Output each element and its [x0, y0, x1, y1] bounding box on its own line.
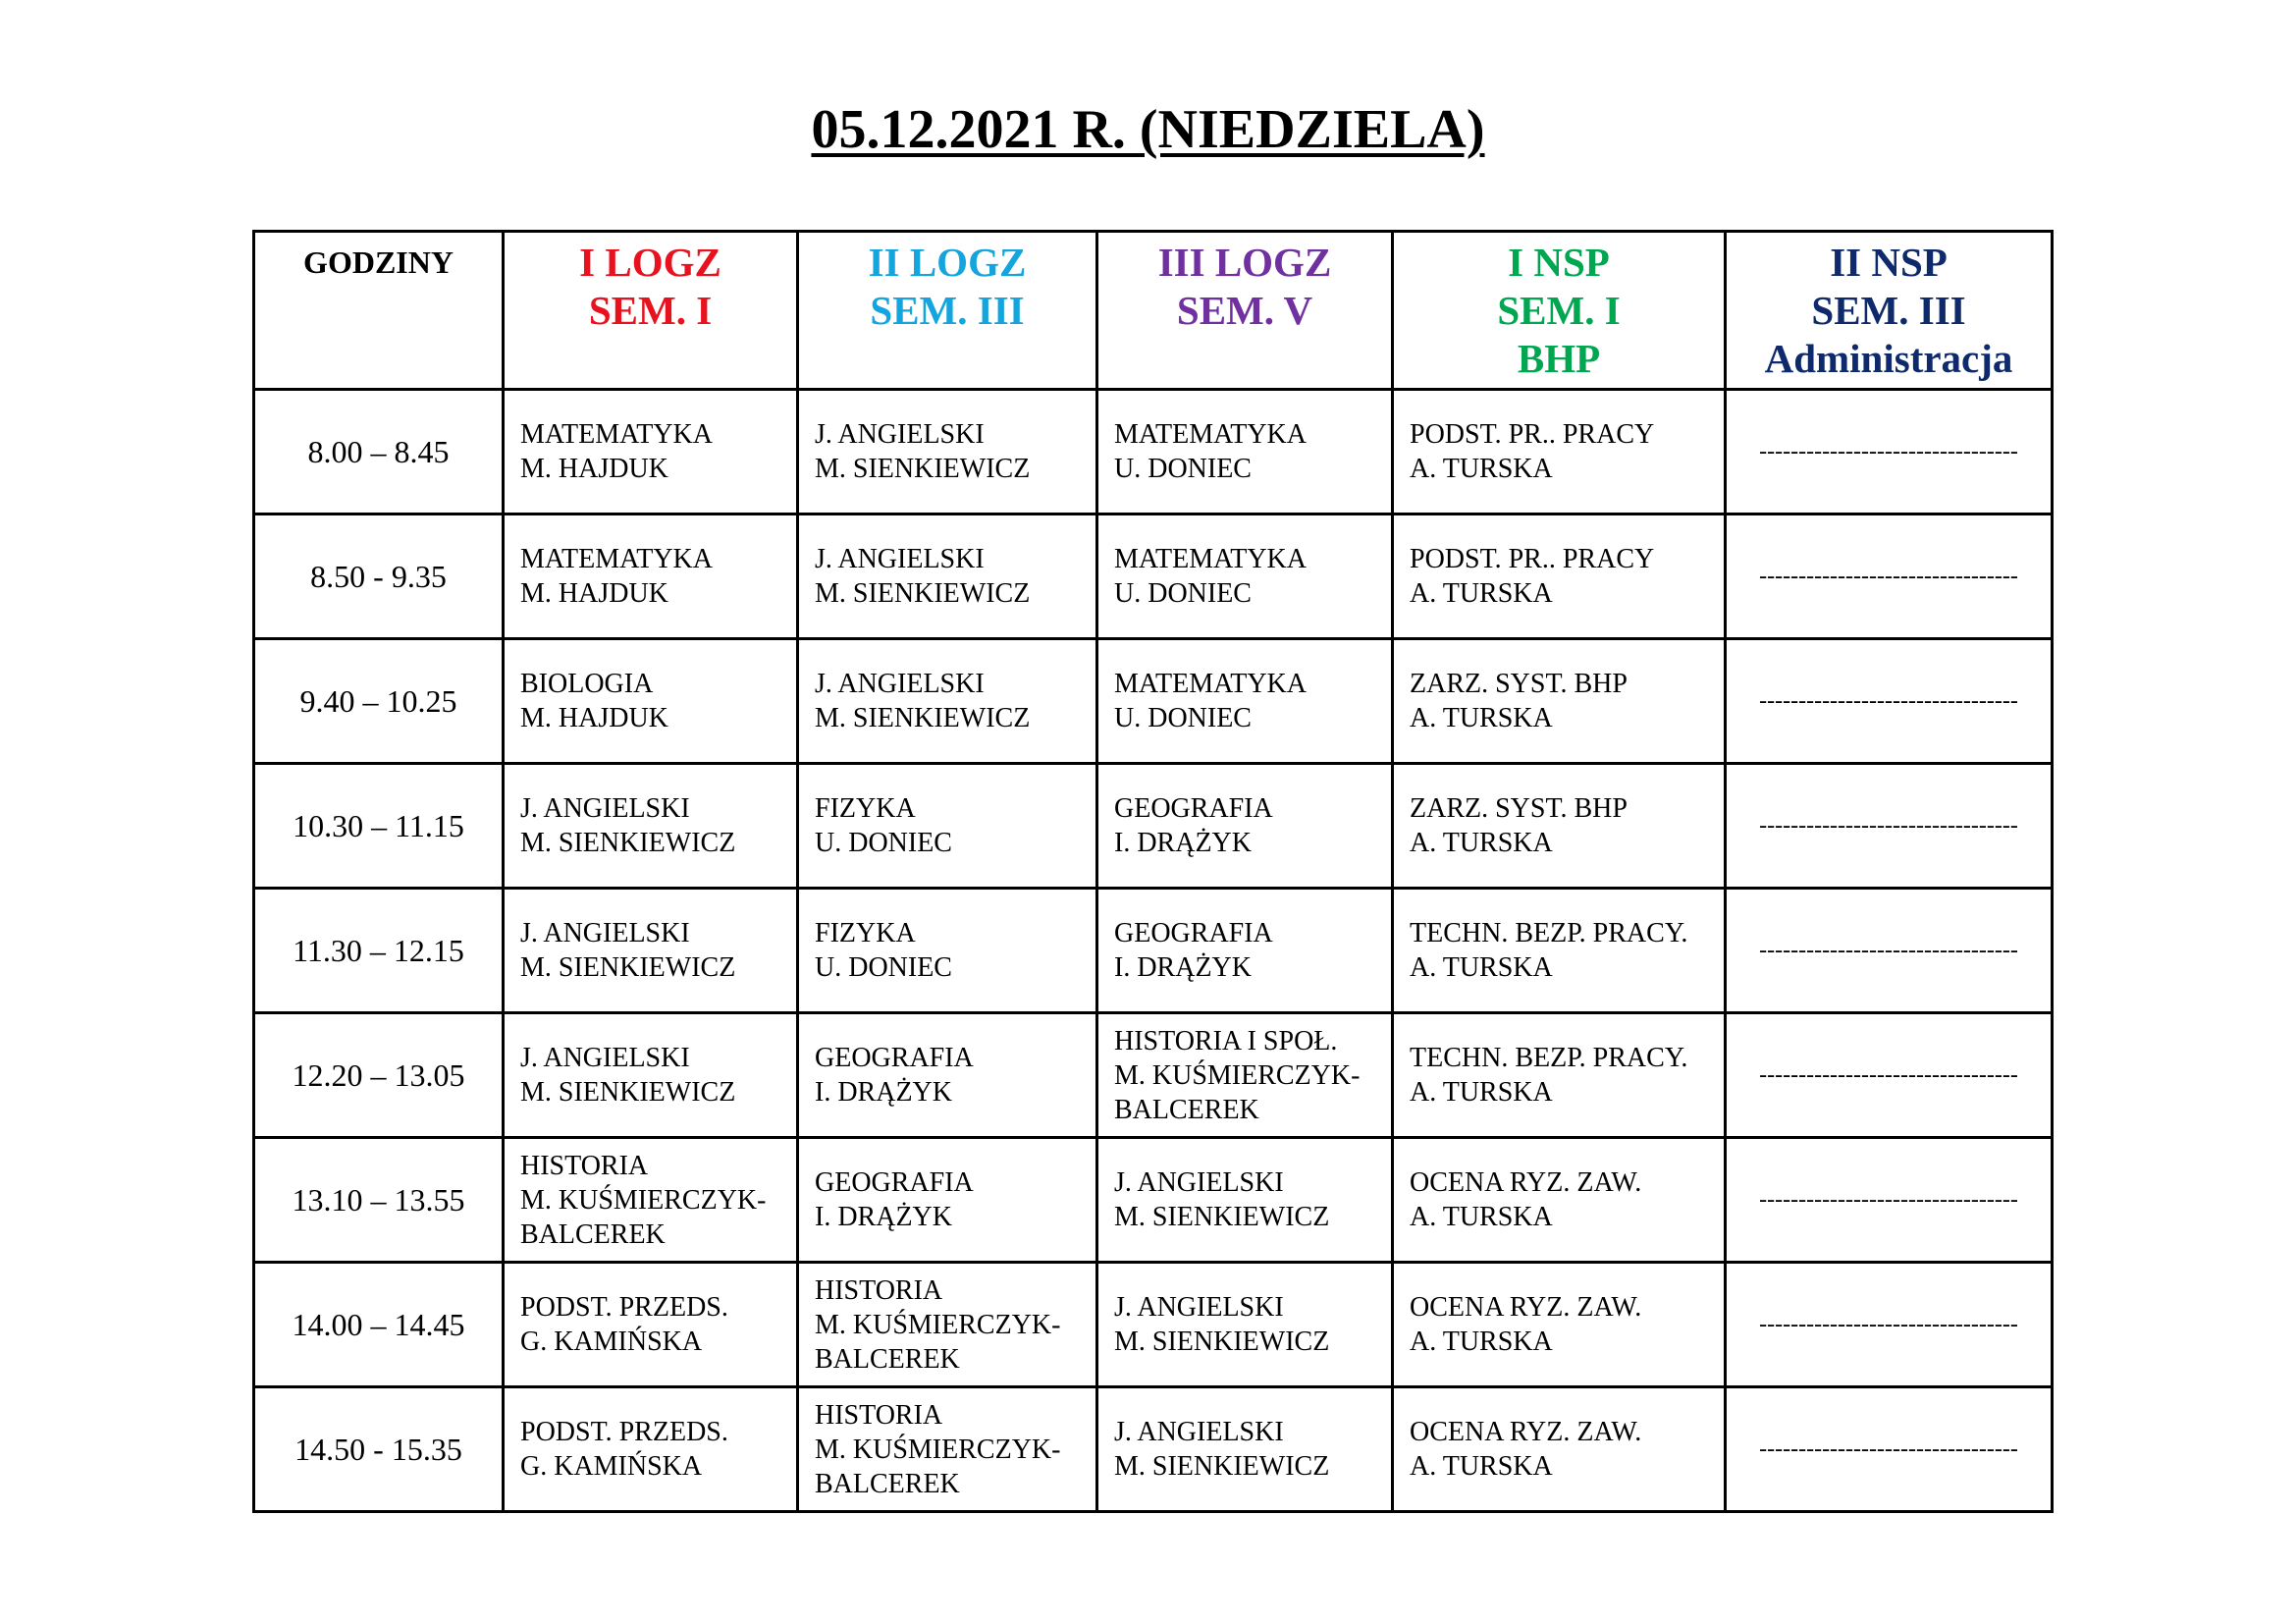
subject-cell	[1097, 390, 1393, 514]
teacher-name: A. TURSKA	[1410, 1202, 1553, 1232]
subject-cell	[504, 889, 798, 1013]
teacher-name: A. TURSKA	[1410, 1451, 1553, 1482]
subject-name: J. ANGIELSKI	[520, 1043, 690, 1073]
schedule-row	[254, 1138, 2053, 1263]
teacher-name: M. HAJDUK	[520, 454, 668, 484]
subject-cell	[504, 1138, 798, 1263]
empty-dashes: ---------------------------------	[1759, 1061, 2018, 1088]
subject-name: PODST. PRZEDS.	[520, 1417, 728, 1447]
subject-cell	[1393, 1263, 1726, 1387]
empty-slot	[1726, 1387, 2053, 1512]
subject-name: TECHN. BEZP. PRACY.	[1410, 1043, 1688, 1073]
page-title: 05.12.2021 R. (NIEDZIELA)	[811, 99, 1485, 160]
empty-slot	[1726, 1263, 2053, 1387]
column-header-5	[1726, 232, 2053, 390]
schedule-row	[254, 514, 2053, 639]
teacher-name: M. SIENKIEWICZ	[815, 703, 1031, 733]
subject-cell	[504, 390, 798, 514]
column-header-3	[1097, 232, 1393, 390]
teacher-name: G. KAMIŃSKA	[520, 1326, 703, 1357]
empty-dashes: ---------------------------------	[1759, 1435, 2018, 1462]
empty-dashes: ---------------------------------	[1759, 687, 2018, 714]
subject-cell	[504, 639, 798, 764]
column-header-line: I NSP	[1508, 240, 1610, 285]
subject-cell	[504, 514, 798, 639]
column-header-line: SEM. I	[588, 288, 713, 333]
subject-name: MATEMATYKA	[520, 419, 713, 450]
empty-slot	[1726, 1013, 2053, 1138]
empty-slot	[1726, 1138, 2053, 1263]
subject-name: GEOGRAFIA	[1114, 918, 1273, 948]
subject-name: GEOGRAFIA	[815, 1167, 974, 1198]
column-header-line: III LOGZ	[1157, 240, 1332, 285]
teacher-name: A. TURSKA	[1410, 703, 1553, 733]
teacher-name: U. DONIEC	[1114, 578, 1252, 609]
teacher-name: M. SIENKIEWICZ	[1114, 1451, 1330, 1482]
teacher-name: BALCEREK	[815, 1343, 960, 1375]
teacher-name: M. SIENKIEWICZ	[815, 454, 1031, 484]
subject-name: J. ANGIELSKI	[520, 918, 690, 948]
teacher-name: A. TURSKA	[1410, 454, 1553, 484]
subject-cell	[1097, 1138, 1393, 1263]
subject-cell	[1393, 390, 1726, 514]
teacher-name: I. DRĄŻYK	[815, 1202, 952, 1232]
subject-name: MATEMATYKA	[1114, 419, 1307, 450]
teacher-name: M. SIENKIEWICZ	[520, 828, 736, 858]
time-slot: 13.10 – 13.55	[254, 1138, 504, 1263]
subject-cell	[798, 1138, 1097, 1263]
subject-name: OCENA RYZ. ZAW.	[1410, 1167, 1642, 1198]
subject-cell	[1097, 639, 1393, 764]
subject-cell	[504, 1263, 798, 1387]
empty-slot	[1726, 390, 2053, 514]
subject-cell	[1097, 514, 1393, 639]
teacher-name: M. KUŚMIERCZYK-	[520, 1184, 767, 1216]
column-header-line: I LOGZ	[579, 240, 721, 285]
subject-name: GEOGRAFIA	[815, 1043, 974, 1073]
teacher-name: I. DRĄŻYK	[1114, 952, 1252, 983]
column-header-line: SEM. V	[1176, 288, 1313, 333]
teacher-name: A. TURSKA	[1410, 1077, 1553, 1108]
subject-name: PODST. PRZEDS.	[520, 1292, 728, 1323]
schedule-body	[254, 390, 2053, 1512]
subject-name: MATEMATYKA	[1114, 669, 1307, 699]
teacher-name: M. KUŚMIERCZYK-	[815, 1309, 1061, 1340]
column-header-2	[798, 232, 1097, 390]
time-slot: 8.00 – 8.45	[254, 390, 504, 514]
empty-dashes: ---------------------------------	[1759, 1311, 2018, 1337]
teacher-name: M. SIENKIEWICZ	[815, 578, 1031, 609]
empty-slot	[1726, 889, 2053, 1013]
subject-cell	[1393, 764, 1726, 889]
schedule-table	[252, 230, 2054, 1513]
teacher-name: A. TURSKA	[1410, 578, 1553, 609]
subject-name: J. ANGIELSKI	[1114, 1167, 1284, 1198]
empty-dashes: ---------------------------------	[1759, 937, 2018, 963]
empty-slot	[1726, 764, 2053, 889]
column-header-line: II NSP	[1830, 240, 1948, 285]
teacher-name: BALCEREK	[1114, 1094, 1259, 1125]
teacher-name: M. KUŚMIERCZYK-	[815, 1434, 1061, 1465]
column-header-4	[1393, 232, 1726, 390]
subject-cell	[1097, 1263, 1393, 1387]
header-row	[254, 232, 2053, 390]
teacher-name: A. TURSKA	[1410, 952, 1553, 983]
subject-name: J. ANGIELSKI	[815, 669, 985, 699]
schedule-row	[254, 1387, 2053, 1512]
subject-name: HISTORIA	[815, 1399, 943, 1431]
subject-cell	[1393, 514, 1726, 639]
subject-name: J. ANGIELSKI	[1114, 1417, 1284, 1447]
time-slot: 8.50 - 9.35	[254, 514, 504, 639]
teacher-name: A. TURSKA	[1410, 1326, 1553, 1357]
subject-name: FIZYKA	[815, 793, 916, 824]
subject-name: ZARZ. SYST. BHP	[1410, 669, 1628, 699]
teacher-name: U. DONIEC	[815, 952, 952, 983]
empty-dashes: ---------------------------------	[1759, 812, 2018, 839]
subject-cell	[1393, 1013, 1726, 1138]
subject-name: PODST. PR.. PRACY	[1410, 419, 1655, 450]
subject-cell	[798, 764, 1097, 889]
teacher-name: BALCEREK	[815, 1468, 960, 1499]
subject-cell	[798, 1387, 1097, 1512]
subject-cell	[798, 1013, 1097, 1138]
empty-slot	[1726, 639, 2053, 764]
subject-cell	[1393, 1138, 1726, 1263]
column-header-line: BHP	[1517, 336, 1601, 381]
subject-cell	[504, 1013, 798, 1138]
subject-cell	[1393, 1387, 1726, 1512]
column-header-line: Administracja	[1764, 336, 2013, 381]
teacher-name: U. DONIEC	[1114, 454, 1252, 484]
teacher-name: M. HAJDUK	[520, 703, 668, 733]
subject-cell	[798, 514, 1097, 639]
subject-cell	[1393, 639, 1726, 764]
subject-name: TECHN. BEZP. PRACY.	[1410, 918, 1688, 948]
subject-name: HISTORIA I SPOŁ.	[1114, 1025, 1338, 1056]
subject-cell	[798, 639, 1097, 764]
column-header-line: SEM. III	[870, 288, 1025, 333]
time-slot: 9.40 – 10.25	[254, 639, 504, 764]
time-slot: 10.30 – 11.15	[254, 764, 504, 889]
empty-slot	[1726, 514, 2053, 639]
teacher-name: M. SIENKIEWICZ	[1114, 1202, 1330, 1232]
empty-dashes: ---------------------------------	[1759, 438, 2018, 464]
teacher-name: M. SIENKIEWICZ	[520, 952, 736, 983]
empty-dashes: ---------------------------------	[1759, 1186, 2018, 1213]
subject-name: FIZYKA	[815, 918, 916, 948]
teacher-name: M. KUŚMIERCZYK-	[1114, 1059, 1361, 1091]
schedule-row	[254, 1013, 2053, 1138]
subject-name: J. ANGIELSKI	[520, 793, 690, 824]
schedule-row	[254, 639, 2053, 764]
subject-cell	[798, 390, 1097, 514]
teacher-name: M. SIENKIEWICZ	[1114, 1326, 1330, 1357]
subject-name: J. ANGIELSKI	[1114, 1292, 1284, 1323]
teacher-name: U. DONIEC	[815, 828, 952, 858]
schedule-row	[254, 764, 2053, 889]
subject-cell	[798, 1263, 1097, 1387]
subject-name: J. ANGIELSKI	[815, 544, 985, 574]
teacher-name: I. DRĄŻYK	[1114, 828, 1252, 858]
time-slot: 14.50 - 15.35	[254, 1387, 504, 1512]
subject-name: HISTORIA	[815, 1274, 943, 1306]
time-slot: 12.20 – 13.05	[254, 1013, 504, 1138]
column-header-line: SEM. III	[1811, 288, 1966, 333]
subject-name: OCENA RYZ. ZAW.	[1410, 1417, 1642, 1447]
subject-name: HISTORIA	[520, 1150, 649, 1181]
hours-header: GODZINY	[254, 232, 504, 390]
column-header-line: SEM. I	[1497, 288, 1621, 333]
time-slot: 14.00 – 14.45	[254, 1263, 504, 1387]
subject-name: OCENA RYZ. ZAW.	[1410, 1292, 1642, 1323]
subject-name: BIOLOGIA	[520, 669, 654, 699]
teacher-name: M. SIENKIEWICZ	[520, 1077, 736, 1108]
time-slot: 11.30 – 12.15	[254, 889, 504, 1013]
subject-cell	[1097, 764, 1393, 889]
teacher-name: U. DONIEC	[1114, 703, 1252, 733]
subject-cell	[1097, 1387, 1393, 1512]
subject-cell	[1393, 889, 1726, 1013]
subject-name: PODST. PR.. PRACY	[1410, 544, 1655, 574]
subject-name: MATEMATYKA	[1114, 544, 1307, 574]
subject-cell	[504, 764, 798, 889]
subject-cell	[798, 889, 1097, 1013]
subject-cell	[504, 1387, 798, 1512]
subject-name: J. ANGIELSKI	[815, 419, 985, 450]
subject-cell	[1097, 889, 1393, 1013]
schedule-row	[254, 889, 2053, 1013]
teacher-name: A. TURSKA	[1410, 828, 1553, 858]
subject-cell	[1097, 1013, 1393, 1138]
subject-name: MATEMATYKA	[520, 544, 713, 574]
teacher-name: M. HAJDUK	[520, 578, 668, 609]
teacher-name: I. DRĄŻYK	[815, 1077, 952, 1108]
subject-name: GEOGRAFIA	[1114, 793, 1273, 824]
teacher-name: BALCEREK	[520, 1218, 666, 1250]
subject-name: ZARZ. SYST. BHP	[1410, 793, 1628, 824]
column-header-line: II LOGZ	[868, 240, 1027, 285]
schedule-row	[254, 390, 2053, 514]
teacher-name: G. KAMIŃSKA	[520, 1451, 703, 1482]
column-header-1	[504, 232, 798, 390]
schedule-row	[254, 1263, 2053, 1387]
empty-dashes: ---------------------------------	[1759, 563, 2018, 589]
